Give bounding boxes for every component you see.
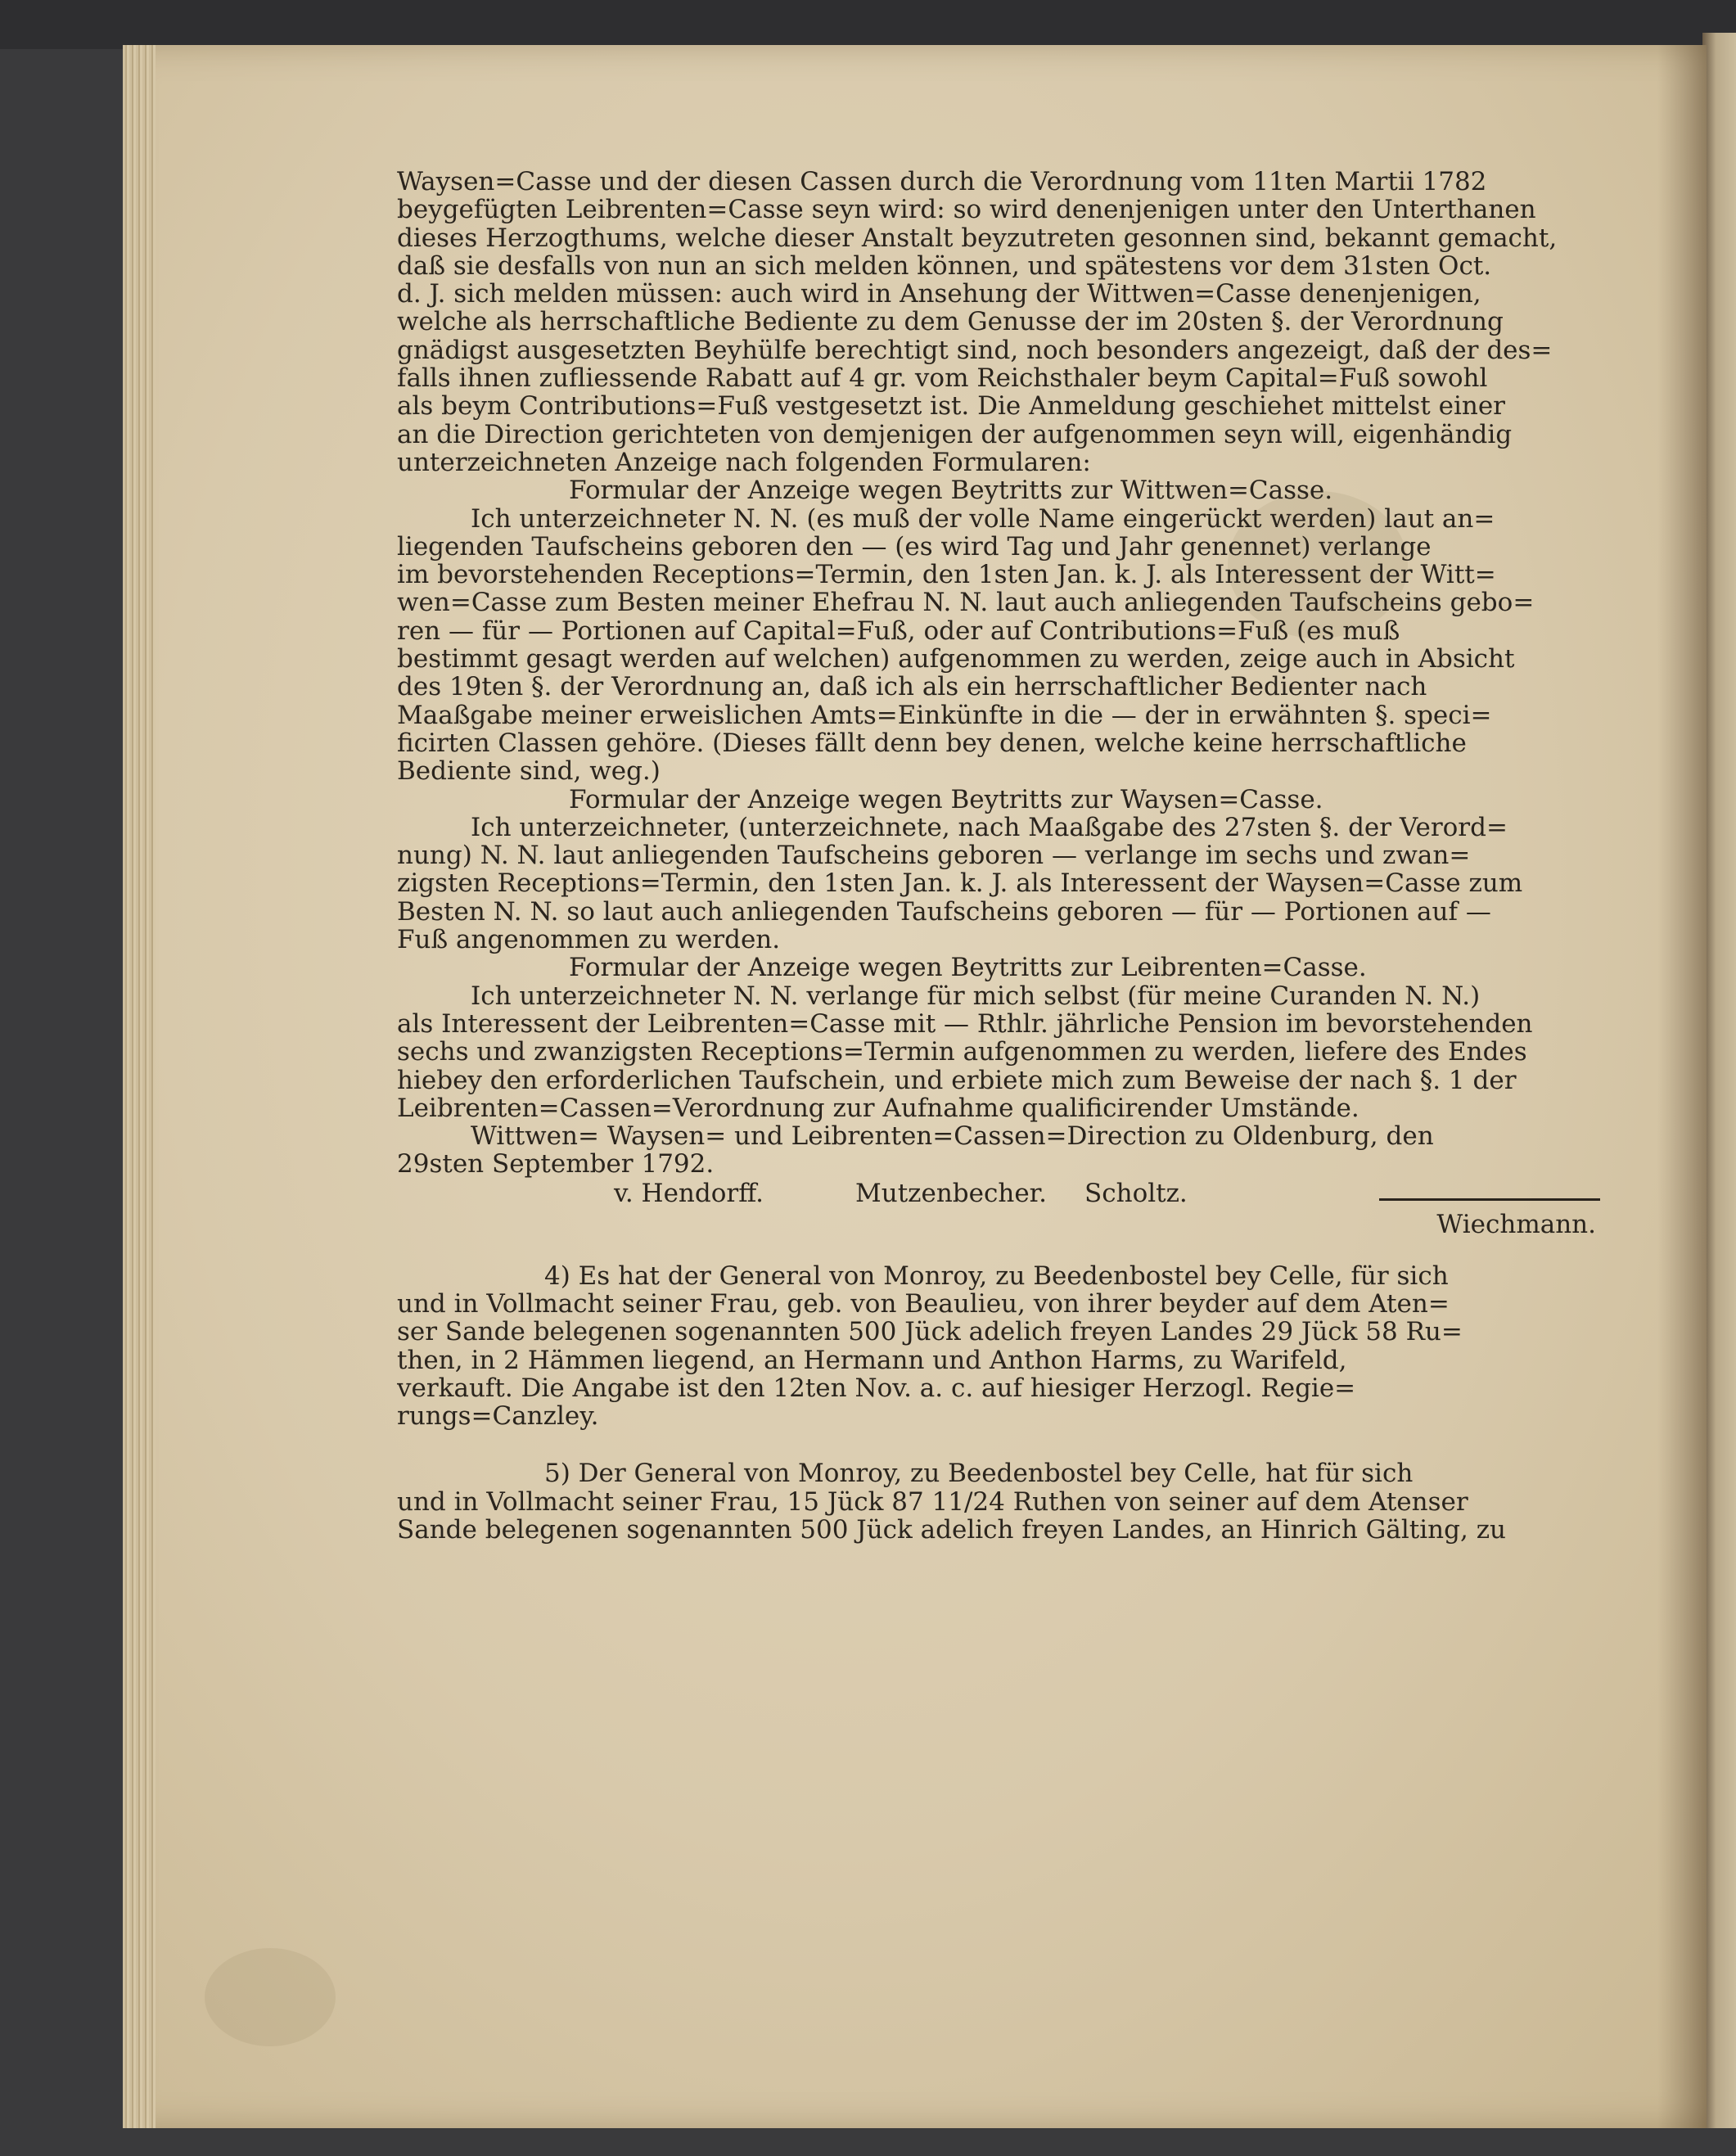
text-line: Waysen=Casse und der diesen Cassen durch die Verordnung vom 11ten Martii 1782 [397,168,1487,196]
spacer [397,1430,1604,1459]
paragraph-intro [397,168,1604,476]
closing-paragraph [397,1122,1604,1179]
section-heading: Formular der Anzeige wegen Beytritts zur Waysen=Casse. [569,785,1323,814]
text-line: gnädigst ausgesetzten Beyhülfe berechtigt sind, noch besonders angezeigt, daß der des= [397,336,1553,365]
text-line: d. J. sich melden müssen: auch wird in Ansehung der Wittwen=Casse denenjenigen, [397,280,1481,309]
binding-gutter-shadow [1657,45,1707,2128]
text-line: des 19ten §. der Verordnung an, daß ich als ein herrschaftlicher Bedienter nach [397,673,1427,701]
text-line: Besten N. N. so laut auch anliegenden Taufscheins geboren — für — Portionen auf — [397,897,1491,927]
signature-rule [1379,1198,1600,1201]
text-line: als beym Contributions=Fuß vestgesetzt ist. Die Anmeldung geschiehet mittelst einer [397,392,1505,421]
section-heading: Formular der Anzeige wegen Beytritts zur Leibrenten=Casse. [569,954,1367,982]
text-line: an die Direction gerichteten von demjenigen der aufgenommen seyn will, eigenhändig [397,420,1513,449]
text-line: Wittwen= Waysen= und Leibrenten=Cassen=Direction zu Oldenburg, den [471,1122,1434,1151]
text-line: zigsten Receptions=Termin, den 1sten Jan. k. J. als Interessent der Waysen=Casse zum [397,869,1523,898]
text-line: beygefügten Leibrenten=Casse seyn wird: so wird denenjenigen unter den Unterthanen [397,196,1536,224]
text-line: Ich unterzeichneter N. N. verlange für mich selbst (für meine Curanden N. N.) [471,981,1481,1010]
signature-mutzenbecher: Mutzenbecher. [855,1178,1047,1208]
text-line: Fuß angenommen zu werden. [397,926,781,954]
spacer [397,1241,1604,1262]
text-line: rungs=Canzley. [397,1402,599,1431]
page-stack-edge [123,45,156,2128]
form-heading-annuity [397,954,1604,981]
text-line: falls ihnen zufliessende Rabatt auf 4 gr. vom Reichsthaler beym Capital=Fuß sowohl [397,364,1488,393]
text-line: dieses Herzogthums, welche dieser Anstalt beyzutreten gesonnen sind, bekannt gemacht, [397,223,1558,252]
text-line: als Interessent der Leibrenten=Casse mit — Rthlr. jährliche Pension im bevorstehenden [397,1009,1533,1039]
signature-hendorff: v. Hendorff. [614,1178,764,1208]
text-line: ren — für — Portionen auf Capital=Fuß, oder auf Contributions=Fuß (es muß [397,616,1400,646]
text-line: ficirten Classen gehöre. (Dieses fällt denn bey denen, welche keine herrschaftliche [397,728,1467,758]
text-line: verkauft. Die Angabe ist den 12ten Nov. a. c. auf hiesiger Herzogl. Regie= [397,1373,1356,1403]
text-line: welche als herrschaftliche Bediente zu dem Genusse der im 20sten §. der Verordnung [397,308,1504,336]
text-line: liegenden Taufscheins geboren den — (es wird Tag und Jahr genennet) verlange [397,532,1432,562]
text-line: sechs und zwanzigsten Receptions=Termin aufgenommen zu werden, liefere des Endes [397,1038,1527,1067]
text-line: hiebey den erforderlichen Taufschein, und erbiete mich zum Beweise der nach §. 1 der [397,1066,1517,1094]
form-heading-widows [397,476,1604,504]
text-line: 5) Der General von Monroy, zu Beedenbostel bey Celle, hat für sich [544,1459,1414,1488]
notice-5 [397,1459,1604,1544]
text-line: nung) N. N. laut anliegenden Taufscheins geboren — verlange im sechs und zwan= [397,841,1471,870]
text-line: im bevorstehenden Receptions=Termin, den 1sten Jan. k. J. als Interessent der Witt= [397,561,1496,589]
text-line: und in Vollmacht seiner Frau, 15 Jück 87 11/24 Ruthen von seiner auf dem Atenser [397,1487,1468,1517]
text-line: Sande belegenen sogenannten 500 Jück adelich freyen Landes, an Hinrich Gälting, zu [397,1516,1506,1545]
form-body-orphans [397,814,1604,954]
text-line: Ich unterzeichneter N. N. (es muß der volle Name eingerückt werden) laut an= [471,504,1495,533]
text-line: Maaßgabe meiner erweislichen Amts=Einkünfte in die — der in erwähnten §. speci= [397,701,1492,729]
paper-stain [205,1948,336,2046]
notice-4 [397,1262,1604,1431]
text-line: Bediente sind, weg.) [397,757,661,786]
text-line: 4) Es hat der General von Monroy, zu Beedenbostel bey Celle, für sich [544,1261,1449,1290]
text-line: bestimmt gesagt werden auf welchen) aufgenommen zu werden, zeige auch in Absicht [397,645,1515,674]
signature-row [397,1179,1604,1208]
text-line: wen=Casse zum Besten meiner Ehefrau N. N. laut auch anliegenden Taufscheins gebo= [397,589,1535,617]
adjacent-page-edge [1702,33,1736,2128]
text-line: Leibrenten=Cassen=Verordnung zur Aufnahme qualificirender Umstände. [397,1094,1359,1123]
form-heading-orphans [397,786,1604,814]
date-line: 29sten September 1792. [397,1150,715,1179]
text-line: unterzeichneten Anzeige nach folgenden Formularen: [397,448,1091,477]
section-heading: Formular der Anzeige wegen Beytritts zur Wittwen=Casse. [569,476,1333,505]
text-line: Ich unterzeichneter, (unterzeichnete, nach Maaßgabe des 27sten §. der Verord= [471,813,1508,842]
signature-scholtz: Scholtz. [1084,1178,1188,1208]
scan-backdrop [0,0,1736,49]
text-line: und in Vollmacht seiner Frau, geb. von Beaulieu, von ihrer beyder auf dem Aten= [397,1289,1450,1319]
document-text [397,168,1604,1544]
text-line: ser Sande belegenen sogenannten 500 Jück adelich freyen Landes 29 Jück 58 Ru= [397,1318,1463,1346]
text-line: daß sie desfalls von nun an sich melden können, und spätestens vor dem 31sten Oct. [397,251,1492,281]
form-body-widows [397,505,1604,786]
signature-wiechmann: Wiechmann. [1436,1209,1596,1239]
text-line: then, in 2 Hämmen liegend, an Hermann und Anthon Harms, zu Warifeld, [397,1346,1347,1374]
form-body-annuity [397,982,1604,1122]
